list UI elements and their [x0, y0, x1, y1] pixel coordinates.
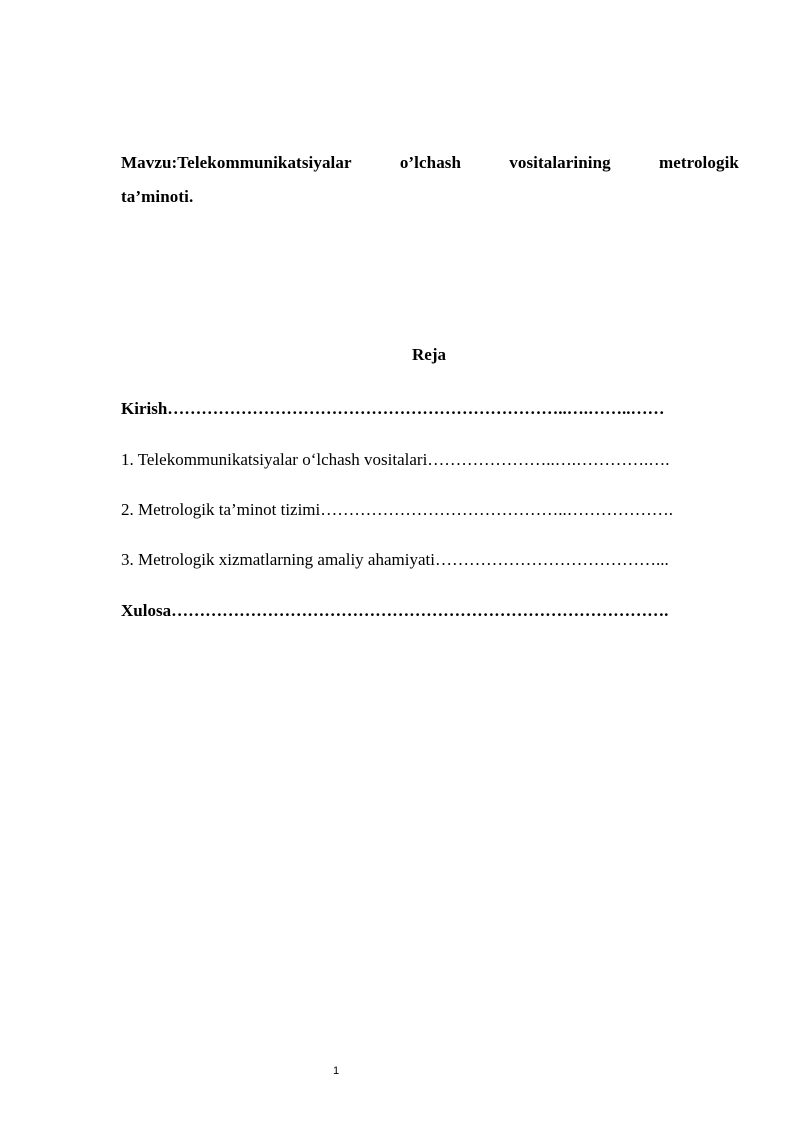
topic-word: metrologik — [658, 153, 739, 172]
toc-entry-introduction: Kirish……………………………………………………………..….……..…… — [121, 399, 665, 418]
topic-title-line-2: ta’minoti. — [121, 187, 194, 206]
topic-title-line-1 — [121, 146, 739, 180]
topic-word: Mavzu:Telekommunikatsiyalar — [121, 153, 352, 172]
toc-entry-3: 3. Metrologik xizmatlarning amaliy ahamiyati…………………………………... — [121, 550, 669, 569]
topic-word: vositalarining — [509, 153, 611, 172]
plan-heading: Reja — [412, 345, 446, 364]
page-number: 1 — [333, 1065, 340, 1077]
topic-word: o’lchash — [399, 153, 462, 172]
toc-entry-conclusion: Xulosa……………………………………………………………………………. — [121, 601, 669, 620]
topic-title — [121, 146, 739, 214]
toc-entry-2: 2. Metrologik ta’minot tizimi……………………………………..………………. — [121, 500, 674, 519]
toc-entry-1: 1. Telekommunikatsiyalar o‘lchash vositalari…………………..….………….…. — [121, 450, 670, 469]
